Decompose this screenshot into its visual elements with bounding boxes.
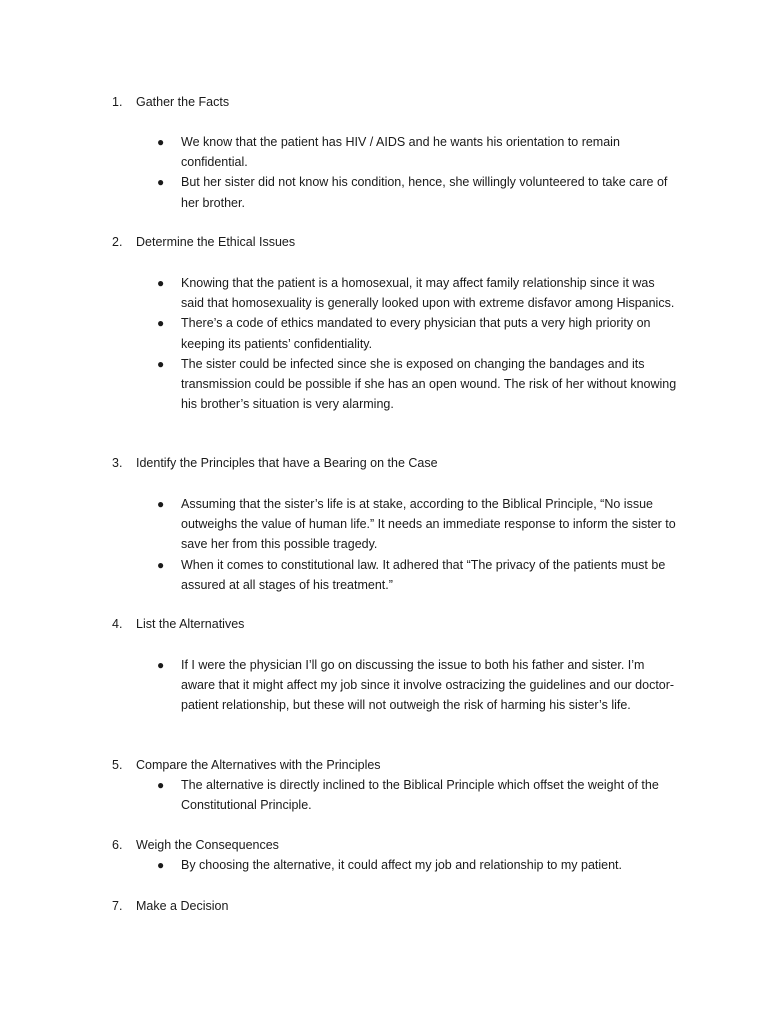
section-heading-5 bbox=[112, 757, 381, 773]
section-bullets-3 bbox=[157, 494, 677, 595]
section-bullets-1 bbox=[157, 132, 677, 213]
bullet-icon: ● bbox=[157, 276, 165, 290]
bullet-icon: ● bbox=[157, 316, 165, 331]
bullet-text: By choosing the alternative, it could affect my job and relationship to my patient. bbox=[181, 858, 622, 872]
list-item bbox=[157, 273, 677, 313]
section-heading-6 bbox=[112, 837, 279, 853]
section-bullets-2 bbox=[157, 273, 677, 414]
bullet-text: But her sister did not know his condition, hence, she willingly volunteered to take care of her brother. bbox=[181, 175, 668, 210]
bullet-icon: ● bbox=[157, 356, 165, 371]
bullet-icon: ● bbox=[157, 497, 165, 511]
bullet-text: Assuming that the sister’s life is at stake, according to the Biblical Principle, “No issue outweighs the value of human life.” It needs an immediate response to inform the sister to save her from this possible tragedy. bbox=[181, 497, 676, 552]
list-item bbox=[157, 855, 677, 875]
section-title: Determine the Ethical Issues bbox=[136, 235, 296, 249]
section-bullets-5 bbox=[157, 775, 677, 815]
section-title: Compare the Alternatives with the Principles bbox=[136, 758, 381, 772]
section-heading-4 bbox=[112, 616, 244, 632]
bullet-text: When it comes to constitutional law. It adhered that “The privacy of the patients must be assured at all stages of his treatment.” bbox=[181, 557, 666, 592]
section-number: 5. bbox=[112, 758, 123, 772]
section-number: 2. bbox=[112, 235, 123, 249]
section-heading-1 bbox=[112, 94, 229, 110]
list-item bbox=[157, 494, 677, 555]
bullet-text: If I were the physician I’ll go on discussing the issue to both his father and sister. I’m aware that it might affect my job since it involve ostracizing the guidelines and our doctor-patient relationship, but these will not outweigh the risk of harming his sister’s life. bbox=[181, 658, 675, 713]
section-number: 3. bbox=[112, 456, 123, 470]
list-item bbox=[157, 775, 677, 815]
bullet-text: The alternative is directly inclined to the Biblical Principle which offset the weight of the Constitutional Principle. bbox=[181, 778, 659, 813]
bullet-text: We know that the patient has HIV / AIDS and he wants his orientation to remain confidential. bbox=[181, 135, 620, 170]
section-heading-3 bbox=[112, 455, 438, 471]
list-item bbox=[157, 313, 677, 353]
section-title: Weigh the Consequences bbox=[136, 838, 279, 852]
bullet-icon: ● bbox=[157, 557, 165, 572]
section-title: Identify the Principles that have a Bearing on the Case bbox=[136, 456, 438, 470]
bullet-icon: ● bbox=[157, 175, 165, 190]
bullet-icon: ● bbox=[157, 135, 165, 149]
bullet-icon: ● bbox=[157, 658, 165, 672]
section-title: Gather the Facts bbox=[136, 95, 230, 109]
bullet-icon: ● bbox=[157, 858, 165, 872]
list-item bbox=[157, 655, 677, 716]
bullet-text: The sister could be infected since she is exposed on changing the bandages and its transmission could be possible if she has an open wound. The risk of her without knowing his brother’s situation is very alarming. bbox=[181, 356, 677, 412]
section-title: Make a Decision bbox=[136, 899, 229, 913]
list-item bbox=[157, 132, 677, 172]
bullet-text: Knowing that the patient is a homosexual, it may affect family relationship since it was said that homosexuality is generally looked upon with extreme disfavor among Hispanics. bbox=[181, 276, 675, 311]
bullet-text: There’s a code of ethics mandated to every physician that puts a very high priority on keeping its patients’ confidentiality. bbox=[181, 316, 651, 351]
section-number: 7. bbox=[112, 899, 123, 913]
section-title: List the Alternatives bbox=[136, 617, 245, 631]
section-number: 1. bbox=[112, 95, 123, 109]
section-number: 6. bbox=[112, 838, 123, 852]
section-heading-7 bbox=[112, 898, 228, 914]
section-heading-2 bbox=[112, 234, 295, 250]
section-number: 4. bbox=[112, 617, 123, 631]
list-item bbox=[157, 555, 677, 595]
list-item bbox=[157, 354, 677, 415]
section-bullets-4 bbox=[157, 655, 677, 716]
list-item bbox=[157, 172, 677, 212]
bullet-icon: ● bbox=[157, 778, 165, 792]
section-bullets-6 bbox=[157, 855, 677, 875]
